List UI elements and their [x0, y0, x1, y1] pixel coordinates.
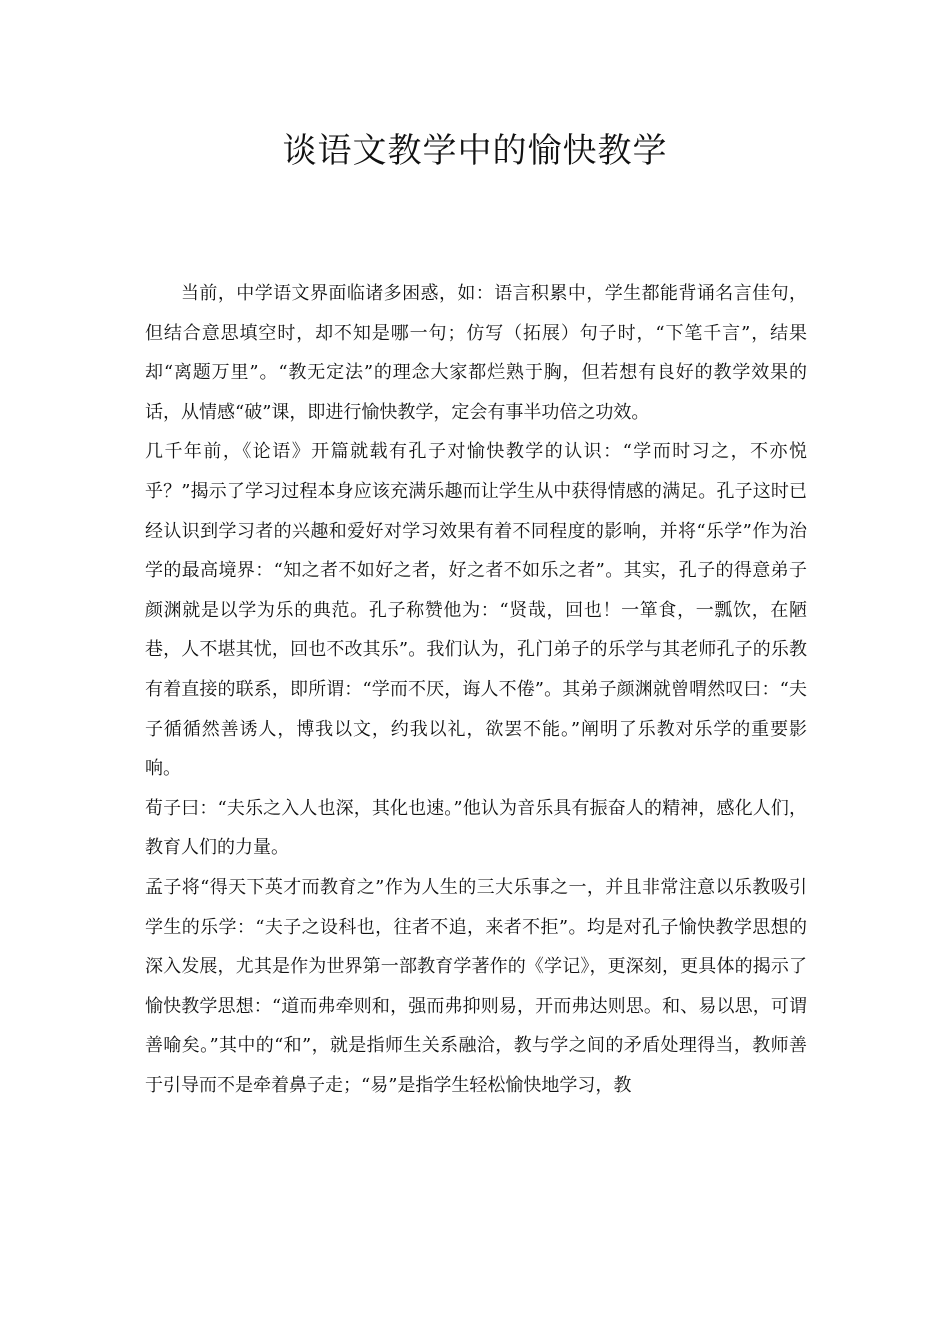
- paragraph-xunzi: 荀子曰：“夫乐之入人也深，其化也速。”他认为音乐具有振奋人的精神，感化人们，教育人们的力量。: [145, 797, 807, 859]
- document-body: [145, 274, 807, 1105]
- paragraph-mencius: 孟子将“得天下英才而教育之”作为人生的三大乐事之一，并且非常注意以乐教吸引学生的乐学：“夫子之设科也，往者不追，来者不拒”。均是对孔子愉快教学思想的深入发展，尤其是作为世界第一部教育学著作的《学记》，更深刻，更具体的揭示了愉快教学思想：“道而弗牵则和，强而弗抑则易，开而弗达则思。和、易以思，可谓善喻矣。”其中的“和”，就是指师生关系融洽，教与学之间的矛盾处理得当，教师善于引导而不是牵着鼻子走；“易”是指学生轻松愉快地学习，教: [145, 876, 807, 1096]
- paragraph-confucius: 几千年前，《论语》开篇就载有孔子对愉快教学的认识：“学而时习之，不亦悦乎？”揭示了学习过程本身应该充满乐趣而让学生从中获得情感的满足。孔子这时已经认识到学习者的兴趣和爱好对学习效果有着不同程度的影响，并将“乐学”作为治学的最高境界：“知之者不如好之者，好之者不如乐之者”。其实，孔子的得意弟子颜渊就是以学为乐的典范。孔子称赞他为：“贤哉，回也！一箪食，一瓢饮，在陋巷，人不堪其忧，回也不改其乐”。我们认为，孔门弟子的乐学与其老师孔子的乐教有着直接的联系，即所谓：“学而不厌，诲人不倦”。其弟子颜渊就曾喟然叹曰：“夫子循循然善诱人，博我以文，约我以礼，欲罢不能。”阐明了乐教对乐学的重要影响。: [145, 441, 807, 780]
- document-title: 谈语文教学中的愉快教学: [282, 131, 668, 171]
- paragraph-intro: 当前，中学语文界面临诸多困惑，如：语言积累中，学生都能背诵名言佳句，但结合意思填空时，却不知是哪一句；仿写（拓展）句子时，“下笔千言”，结果却“离题万里”。“教无定法”的理念大家都烂熟于胸，但若想有良好的教学效果的话，从情感“破”课，即进行愉快教学，定会有事半功倍之功效。: [145, 283, 807, 423]
